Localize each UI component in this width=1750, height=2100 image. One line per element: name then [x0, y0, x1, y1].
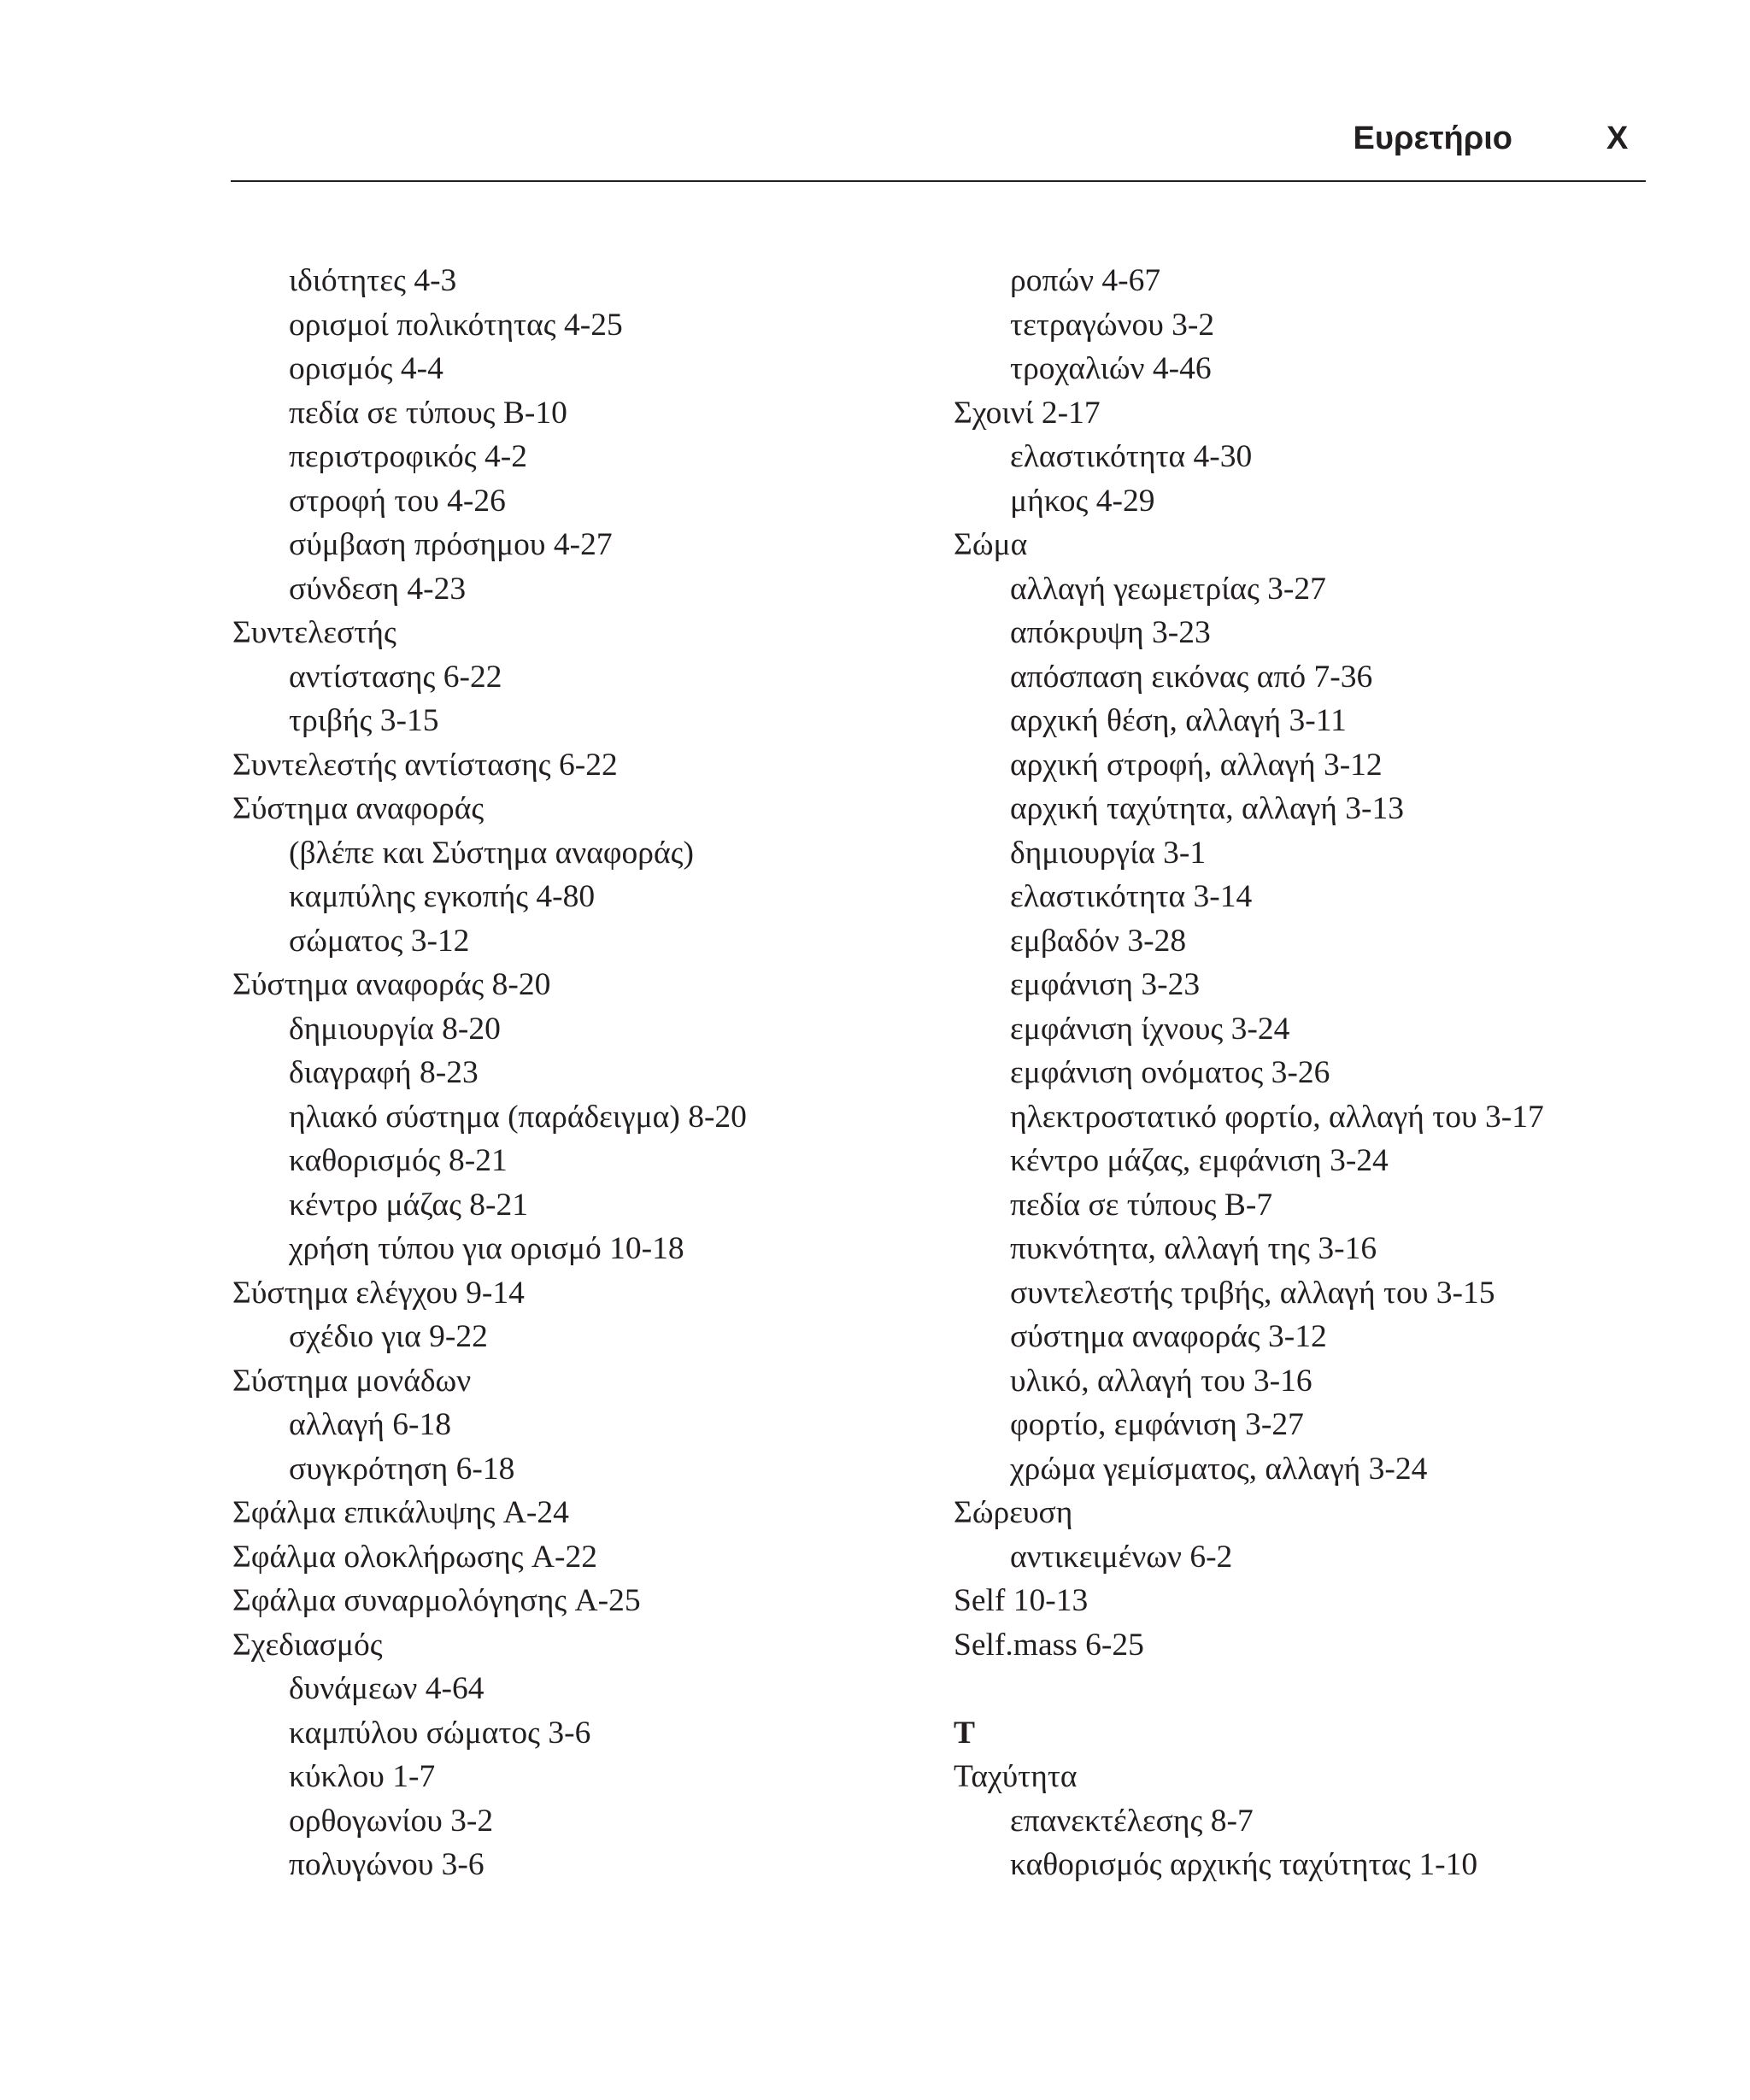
index-subentry: ηλιακό σύστημα (παράδειγμα) 8-20	[289, 1099, 747, 1135]
index-entry: Σχεδιασμός	[232, 1627, 383, 1663]
index-subentry: δυνάμεων 4-64	[289, 1671, 484, 1706]
index-subentry: σύστημα αναφοράς 3-12	[1010, 1319, 1327, 1354]
index-subentry: δημιουργία 3-1	[1010, 835, 1207, 871]
index-subentry: αρχική στροφή, αλλαγή 3-12	[1010, 747, 1383, 783]
index-subentry: τετραγώνου 3-2	[1010, 307, 1215, 343]
index-entry: Σύστημα ελέγχου 9-14	[232, 1275, 525, 1311]
index-subentry: συντελεστής τριβής, αλλαγή του 3-15	[1010, 1275, 1495, 1311]
section-title: Ευρετήριο	[1353, 120, 1512, 156]
index-subentry: καθορισμός αρχικής ταχύτητας 1-10	[1010, 1847, 1478, 1882]
index-subentry: αντικειμένων 6-2	[1010, 1539, 1233, 1575]
index-subentry: περιστροφικός 4-2	[289, 439, 527, 474]
index-spacer	[954, 1667, 1637, 1711]
index-subentry: απόκρυψη 3-23	[1010, 615, 1211, 650]
index-subentry: σχέδιο για 9-22	[289, 1319, 488, 1354]
index-subentry: απόσπαση εικόνας από 7-36	[1010, 659, 1373, 695]
index-entry: Σύστημα αναφοράς 8-20	[232, 967, 551, 1002]
index-column-left	[232, 259, 933, 1887]
index-subentry: αλλαγή 6-18	[289, 1407, 451, 1442]
index-subentry: τριβής 3-15	[289, 703, 439, 738]
index-subentry: κύκλου 1-7	[289, 1759, 436, 1794]
index-subentry: στροφή του 4-26	[289, 483, 506, 519]
index-subentry: καμπύλου σώματος 3-6	[289, 1715, 591, 1751]
index-subentry: καμπύλης εγκοπής 4-80	[289, 879, 596, 914]
index-entry: Σχοινί 2-17	[954, 395, 1101, 431]
index-subentry: μήκος 4-29	[1010, 483, 1155, 519]
index-entry: Συντελεστής αντίστασης 6-22	[232, 747, 618, 783]
index-subentry: (βλέπε και Σύστημα αναφοράς)	[289, 835, 694, 871]
header-rule	[231, 180, 1646, 182]
index-subentry: ορισμός 4-4	[289, 351, 443, 386]
index-subentry: τροχαλιών 4-46	[1010, 351, 1212, 386]
index-subentry: ιδιότητες 4-3	[289, 263, 457, 298]
index-subentry: αρχική θέση, αλλαγή 3-11	[1010, 703, 1347, 738]
index-subentry: πεδία σε τύπους B-7	[1010, 1187, 1273, 1223]
index-subentry: φορτίο, εμφάνιση 3-27	[1010, 1407, 1304, 1442]
index-subentry: χρώμα γεμίσματος, αλλαγή 3-24	[1010, 1451, 1428, 1487]
index-subentry: πεδία σε τύπους B-10	[289, 395, 567, 431]
index-entry: Σφάλμα επικάλυψης A-24	[232, 1495, 569, 1530]
index-subentry: χρήση τύπου για ορισμό 10-18	[289, 1231, 684, 1266]
index-subentry: σύνδεση 4-23	[289, 571, 467, 607]
index-entry: Σύστημα αναφοράς	[232, 791, 484, 826]
index-subentry: εμφάνιση ίχνους 3-24	[1010, 1011, 1290, 1047]
index-subentry: αντίστασης 6-22	[289, 659, 502, 695]
index-subentry: εμφάνιση ονόματος 3-26	[1010, 1055, 1330, 1090]
index-subentry: πολυγώνου 3-6	[289, 1847, 484, 1882]
index-subentry: πυκνότητα, αλλαγή της 3-16	[1010, 1231, 1377, 1266]
index-subentry: ηλεκτροστατικό φορτίο, αλλαγή του 3-17	[1010, 1099, 1544, 1135]
index-subentry: ορθογωνίου 3-2	[289, 1803, 494, 1839]
index-subentry: ροπών 4-67	[1010, 263, 1161, 298]
index-subentry: σώματος 3-12	[289, 923, 470, 959]
index-subentry: ελαστικότητα 3-14	[1010, 879, 1253, 914]
index-subentry: δημιουργία 8-20	[289, 1011, 501, 1047]
index-subentry: κέντρο μάζας, εμφάνιση 3-24	[1010, 1143, 1389, 1178]
page-number: X	[1606, 120, 1629, 156]
index-subentry: αρχική ταχύτητα, αλλαγή 3-13	[1010, 791, 1405, 826]
index-column-right	[954, 259, 1637, 1887]
index-subentry: ελαστικότητα 4-30	[1010, 439, 1253, 474]
index-entry: Σφάλμα συναρμολόγησης A-25	[232, 1583, 641, 1618]
index-subentry: διαγραφή 8-23	[289, 1055, 479, 1090]
index-entry: Ταχύτητα	[954, 1759, 1078, 1794]
index-subentry: επανεκτέλεσης 8-7	[1010, 1803, 1254, 1839]
index-entry: Συντελεστής	[232, 615, 396, 650]
index-subentry: κέντρο μάζας 8-21	[289, 1187, 529, 1223]
running-head	[0, 0, 1750, 188]
index-entry: Σώρευση	[954, 1495, 1073, 1530]
index-subentry: υλικό, αλλαγή του 3-16	[1010, 1363, 1312, 1399]
index-subentry: σύμβαση πρόσημου 4-27	[289, 527, 613, 562]
index-subentry: εμβαδόν 3-28	[1010, 923, 1187, 959]
index-entry: Σώμα	[954, 527, 1028, 562]
index-entry: Σύστημα μονάδων	[232, 1363, 472, 1399]
index-entry: Self 10-13	[954, 1583, 1089, 1618]
index-subentry: συγκρότηση 6-18	[289, 1451, 515, 1487]
index-subentry: καθορισμός 8-21	[289, 1143, 508, 1178]
index-entry: Self.mass 6-25	[954, 1627, 1144, 1663]
index-subentry: αλλαγή γεωμετρίας 3-27	[1010, 571, 1326, 607]
index-letter-heading: T	[954, 1715, 976, 1751]
index-entry: Σφάλμα ολοκλήρωσης A-22	[232, 1539, 597, 1575]
index-subentry: εμφάνιση 3-23	[1010, 967, 1201, 1002]
index-subentry: ορισμοί πολικότητας 4-25	[289, 307, 623, 343]
